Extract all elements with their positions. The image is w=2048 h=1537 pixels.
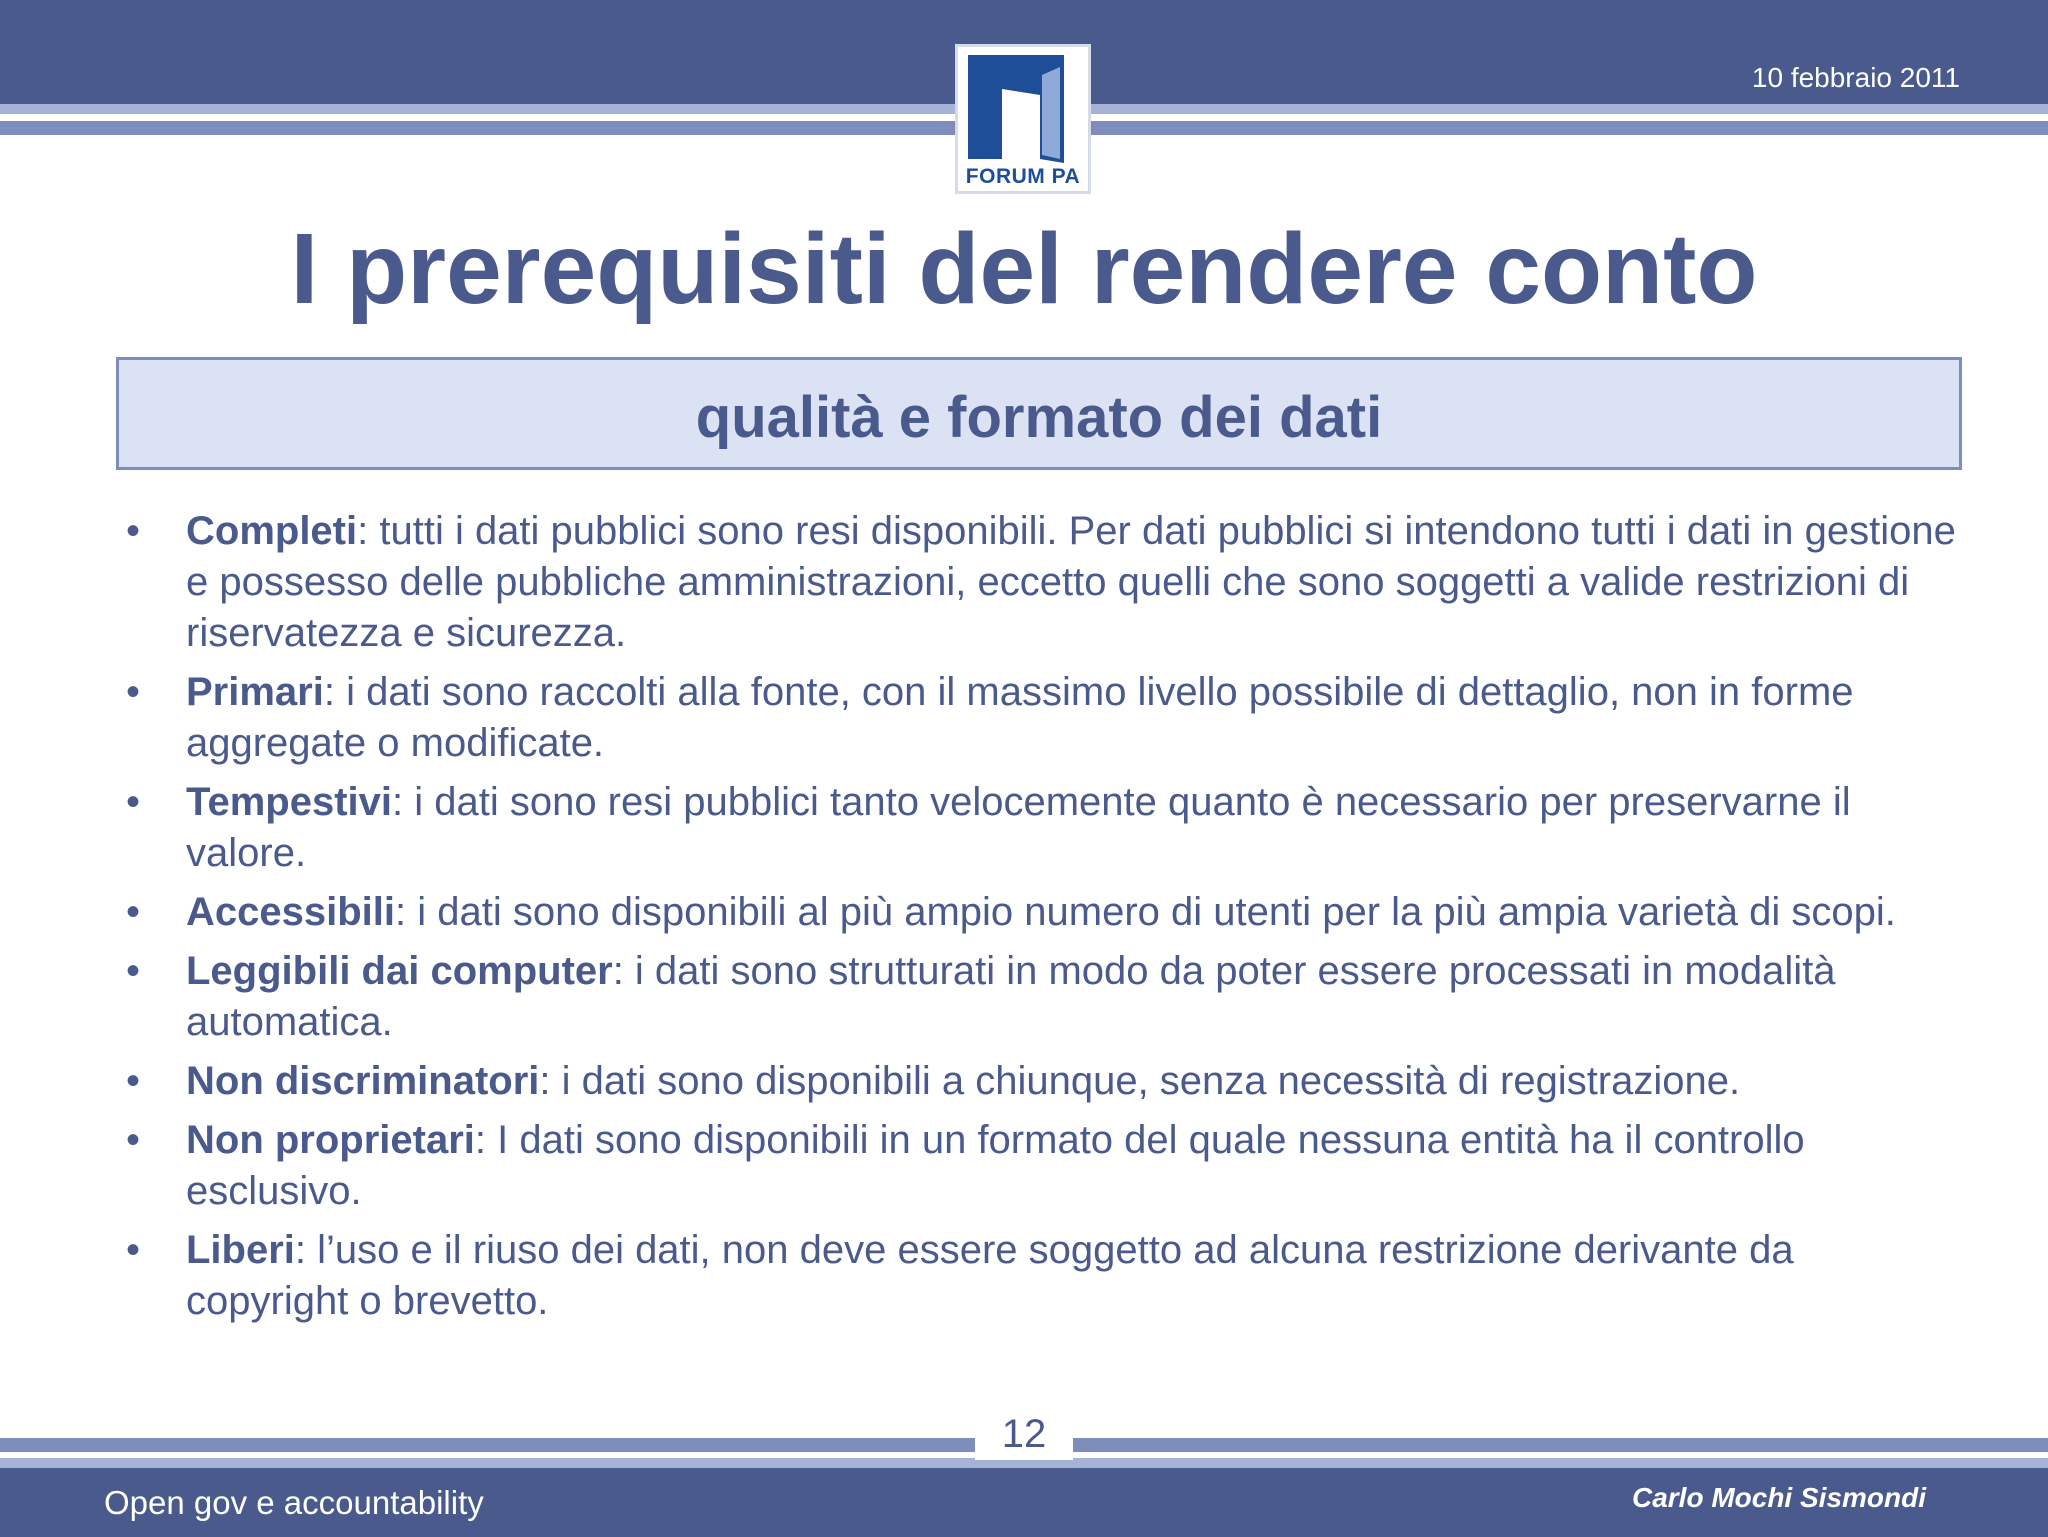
footer-author: Carlo Mochi Sismondi (1631, 1482, 1926, 1513)
bullet-item (120, 1225, 1960, 1327)
bullet-text: : l’uso e il riuso dei dati, non deve essere soggetto ad alcuna restrizione derivante da copyright o brevetto. (186, 1228, 1794, 1323)
bullet-text: : i dati sono disponibili al più ampio numero di utenti per la più ampia varietà di scopi. (395, 890, 1896, 934)
bullet-item (120, 506, 1960, 659)
bullet-text: : I dati sono disponibili in un formato del quale nessuna entità ha il controllo esclusivo. (186, 1118, 1805, 1213)
bullet-term: Tempestivi (186, 780, 392, 824)
forum-pa-logo-icon (968, 55, 1080, 163)
bullet-text: : tutti i dati pubblici sono resi disponibili. Per dati pubblici si intendono tutti i dati in gestione e possesso delle pubbliche amministrazioni, eccetto quelli che sono soggetti a valide restrizioni di riservatezza e sicurezza. (186, 509, 1956, 655)
bullet-term: Non discriminatori (186, 1059, 540, 1103)
bullet-item (120, 777, 1960, 879)
bullet-dot: • (126, 949, 141, 993)
bullet-dot: • (126, 1118, 141, 1162)
bullet-dot: • (126, 670, 141, 714)
page-number: 12 (1001, 1412, 1047, 1456)
slide-subtitle: qualità e formato dei dati (695, 385, 1383, 450)
slide-date: 10 febbraio 2011 (1751, 62, 1960, 93)
bullet-text: : i dati sono raccolti alla fonte, con il massimo livello possibile di dettaglio, non in forme aggregate o modificate. (186, 670, 1854, 765)
logo-text: FORUM PA (965, 165, 1081, 188)
bullet-term: Completi (186, 509, 358, 553)
bullet-dot: • (126, 1228, 141, 1272)
bullet-item (120, 1115, 1960, 1217)
bullet-dot: • (126, 780, 141, 824)
bullet-item (120, 1056, 1960, 1107)
bullet-text: : i dati sono disponibili a chiunque, senza necessità di registrazione. (539, 1059, 1741, 1103)
bullet-term: Leggibili dai computer (186, 949, 613, 993)
bullet-list (120, 506, 1960, 1335)
bullet-dot: • (126, 509, 141, 553)
bullet-item (120, 887, 1960, 938)
bullet-term: Non proprietari (186, 1118, 475, 1162)
subtitle-box (116, 357, 1962, 470)
bullet-term: Primari (186, 670, 324, 714)
bullet-term: Liberi (186, 1228, 295, 1272)
bullet-text: : i dati sono strutturati in modo da poter essere processati in modalità automatica. (186, 949, 1836, 1044)
forum-pa-logo (955, 44, 1091, 194)
bullet-item (120, 946, 1960, 1048)
bullet-dot: • (126, 890, 141, 934)
footer-presentation-title: Open gov e accountability (104, 1484, 484, 1521)
bullet-text: : i dati sono resi pubblici tanto velocemente quanto è necessario per preservarne il valore. (186, 780, 1851, 875)
bullet-term: Accessibili (186, 890, 396, 934)
bullet-item (120, 667, 1960, 769)
slide-title: I prerequisiti del rendere conto (290, 213, 1758, 325)
page-number-box (975, 1404, 1073, 1460)
bullet-dot: • (126, 1059, 141, 1103)
